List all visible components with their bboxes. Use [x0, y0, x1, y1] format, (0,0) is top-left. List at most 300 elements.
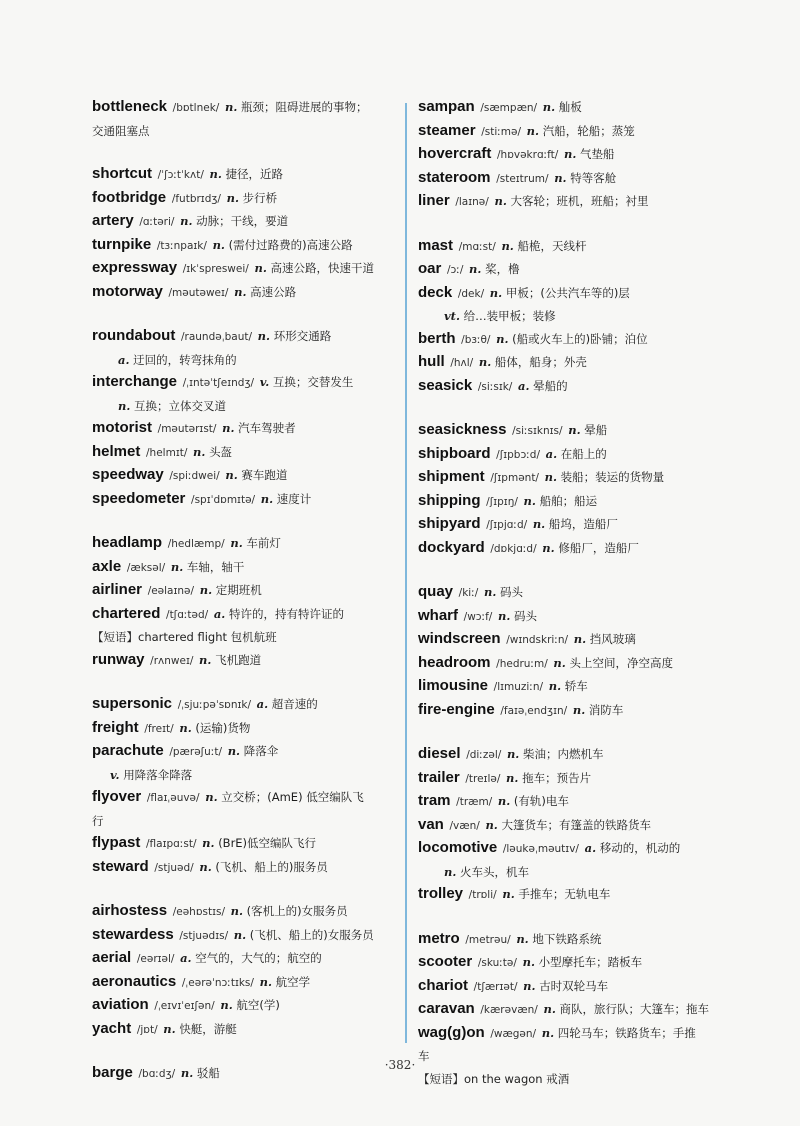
definition: 瓶颈；阻碍进展的事物； [241, 100, 368, 114]
definition-continuation [418, 861, 748, 884]
headword: tram [418, 792, 451, 809]
phonetic: /eəlaɪnə/ [147, 585, 195, 597]
phonetic: /hedlæmp/ [167, 538, 225, 550]
part-of-speech: n. [572, 702, 586, 717]
dictionary-entry [418, 743, 748, 767]
definition: 汽车驾驶者 [238, 421, 296, 435]
part-of-speech: n. [212, 237, 225, 252]
part-of-speech: n. [532, 517, 546, 531]
dictionary-entry [92, 441, 398, 465]
part-of-speech: vt. [444, 309, 460, 323]
dictionary-entry [92, 924, 398, 948]
part-of-speech: n. [563, 147, 577, 161]
phonetic: /hʌl/ [450, 357, 474, 369]
headword: axle [92, 557, 122, 575]
phonetic: /spɪˈdɒmɪtə/ [191, 493, 256, 506]
definition: 特等客舱 [570, 170, 617, 185]
headword: van [418, 815, 444, 833]
headword: scooter [418, 953, 473, 970]
part-of-speech: n. [202, 836, 215, 850]
dictionary-entry [418, 951, 748, 975]
headword: aerial [92, 949, 132, 966]
entry-gap [92, 304, 398, 325]
dictionary-entry [418, 120, 748, 144]
phonetic: /ˌsjuːpəˈsɒnɪk/ [177, 699, 252, 711]
part-of-speech: v. [259, 375, 270, 389]
headword: helmet [92, 442, 141, 460]
part-of-speech: n. [496, 331, 509, 346]
headword: wag(g)on [418, 1023, 485, 1041]
phrase-line: 【短语】chartered flight 包机航班 [92, 630, 277, 644]
headword: trolley [418, 885, 464, 902]
headword: barge [92, 1064, 133, 1081]
dictionary-entry [92, 163, 398, 187]
part-of-speech: a. [545, 446, 558, 461]
headword: headlamp [92, 534, 163, 551]
headword: motorway [92, 282, 163, 300]
headword: headroom [418, 653, 491, 671]
definition: 商队，旅行队；大篷车；拖车 [559, 1002, 709, 1016]
headword: airhostess [92, 902, 168, 919]
phonetic: /stjuədɪs/ [179, 929, 229, 942]
part-of-speech: n. [179, 720, 192, 735]
dictionary-entry [92, 464, 398, 488]
headword: freight [92, 718, 139, 736]
definition-continuation [418, 305, 748, 328]
definition: 高速公路，快速干道 [270, 261, 374, 275]
headword: diesel [418, 745, 461, 762]
phonetic: /hedruːm/ [496, 657, 548, 670]
phonetic: /bɜːθ/ [461, 333, 491, 346]
dictionary-entry [418, 928, 748, 952]
part-of-speech: n. [226, 190, 240, 205]
part-of-speech: n. [230, 536, 243, 550]
part-of-speech: a. [518, 378, 530, 393]
dictionary-entry [92, 532, 398, 556]
dictionary-entry [418, 375, 748, 399]
part-of-speech: a. [584, 841, 597, 855]
entry-gap [92, 672, 398, 693]
phonetic: /wɔːf/ [463, 610, 493, 623]
definition: 车前灯 [246, 536, 281, 550]
definition: 互换；交替发生 [272, 375, 354, 389]
dictionary-entry [418, 1022, 748, 1046]
definition: 装船；装运的货物量 [560, 470, 665, 484]
part-of-speech: n. [498, 608, 511, 623]
phonetic: /lɪmuziːn/ [493, 681, 544, 693]
part-of-speech: n. [483, 585, 497, 599]
definition: 航空学 [275, 974, 311, 989]
definition: 超音速的 [271, 697, 318, 711]
headword: dockyard [418, 538, 485, 556]
entry-gap [92, 511, 398, 532]
headword: stateroom [418, 168, 491, 186]
definition: (有轨)电车 [513, 794, 569, 808]
phonetic: /ʃɪpbɔːd/ [496, 448, 540, 461]
dictionary-entry [418, 628, 748, 652]
part-of-speech: n. [573, 632, 587, 646]
headword: motorist [92, 419, 152, 436]
headword: aeronautics [92, 972, 177, 990]
phonetic: /faɪəˌendʒɪn/ [500, 704, 568, 717]
part-of-speech: n. [118, 398, 131, 413]
phonetic: /ʃɪpmənt/ [490, 472, 539, 484]
definition: 修船厂，造船厂 [558, 540, 639, 555]
phonetic: /wægən/ [490, 1027, 537, 1040]
dictionary-entry [92, 1018, 398, 1042]
part-of-speech: n. [199, 859, 212, 874]
part-of-speech: a. [118, 352, 130, 367]
dictionary-entry [92, 649, 398, 673]
part-of-speech: n. [497, 794, 511, 808]
phonetic: /dek/ [457, 287, 485, 300]
definition: 空气的，大气的；航空的 [195, 951, 322, 965]
definition: 行 [92, 813, 104, 828]
definition: 舢板 [558, 100, 582, 114]
phonetic: /ɔː/ [447, 264, 464, 276]
definition: (客机上的)女服务员 [246, 904, 348, 918]
headword: shipboard [418, 444, 491, 462]
dictionary-entry [92, 693, 398, 717]
phonetic: /rʌnweɪ/ [150, 654, 194, 667]
dictionary-entry [92, 96, 398, 120]
definition: 赛车跑道 [241, 468, 288, 482]
definition: 降落伞 [243, 744, 279, 758]
definition: 船桅，天线杆 [517, 238, 587, 253]
definition: (运输)货物 [195, 720, 251, 735]
definition-continuation [92, 810, 398, 833]
phonetic: /stiːmə/ [481, 125, 522, 138]
headword: shipment [418, 468, 485, 485]
definition: (需付过路费的)高速公路 [228, 237, 353, 252]
dictionary-entry [418, 466, 748, 490]
definition: 互换；立体交叉道 [134, 398, 227, 413]
part-of-speech: n. [222, 421, 235, 435]
definition-continuation [92, 395, 398, 418]
dictionary-entry [418, 351, 748, 375]
entry-gap [418, 722, 748, 743]
headword: hull [418, 353, 445, 370]
definition: 晕船的 [533, 378, 568, 393]
part-of-speech: n. [494, 194, 507, 208]
definition: 船坞，造船厂 [548, 517, 618, 531]
dictionary-entry [92, 740, 398, 764]
dictionary-entry [418, 513, 748, 537]
headword: shipyard [418, 515, 481, 532]
phonetic: /siːsɪk/ [477, 380, 513, 393]
dictionary-entry [418, 699, 748, 723]
headword: wharf [418, 606, 459, 624]
dictionary-entry [418, 605, 748, 629]
definition: 小型摩托车；踏板车 [538, 955, 643, 969]
part-of-speech: n. [543, 1002, 556, 1016]
headword: airliner [92, 581, 143, 598]
definition: 船舶；船运 [539, 493, 598, 508]
definition: 车轴，轴干 [186, 559, 245, 574]
headword: chariot [418, 976, 469, 994]
phonetic: /flaɪˌəuvə/ [146, 792, 200, 804]
dictionary-entry [418, 282, 748, 306]
phonetic: /dɒkjɑːd/ [490, 542, 537, 555]
definition: 高速公路 [250, 284, 297, 299]
headword: fire-engine [418, 700, 495, 718]
left-column [92, 96, 398, 1086]
definition-continuation [92, 764, 398, 787]
definition: 大客轮；班机，班船；衬里 [510, 194, 649, 208]
part-of-speech: n. [506, 747, 520, 761]
headword: expressway [92, 259, 178, 276]
phonetic: /ʃɪpɪŋ/ [486, 495, 518, 508]
phonetic: /skuːtə/ [477, 957, 517, 969]
definition: 驳船 [196, 1066, 220, 1080]
dictionary-entry [418, 675, 748, 699]
part-of-speech: n. [522, 955, 535, 969]
definition: 轿车 [564, 679, 588, 693]
part-of-speech: n. [516, 931, 529, 946]
dictionary-entry [418, 328, 748, 352]
definition: 车 [418, 1049, 430, 1063]
dictionary-entry [92, 371, 398, 395]
definition-continuation [92, 349, 398, 372]
headword: hovercraft [418, 145, 492, 162]
part-of-speech: n. [233, 927, 247, 942]
entry-gap [418, 214, 748, 235]
phonetic: /trɒli/ [468, 889, 497, 901]
dictionary-entry [418, 235, 748, 259]
phonetic: /ˌeɪvɪˈeɪʃən/ [154, 1000, 215, 1012]
phonetic: /sæmpæn/ [480, 102, 538, 114]
phonetic: /spiːdwei/ [169, 470, 220, 482]
dictionary-entry [418, 143, 748, 167]
definition: 气垫船 [580, 147, 615, 161]
definition: (船或火车上的)卧铺；泊位 [512, 331, 648, 346]
part-of-speech: n. [501, 238, 514, 253]
dictionary-entry [92, 488, 398, 512]
dictionary-entry [418, 419, 748, 443]
phonetic: /treɪlə/ [465, 772, 501, 785]
headword: runway [92, 650, 145, 668]
phonetic: /freɪt/ [144, 722, 174, 735]
dictionary-entry [418, 652, 748, 676]
part-of-speech: n. [193, 444, 206, 459]
phonetic: /ɑːtəri/ [139, 216, 175, 228]
dictionary-entry [92, 994, 398, 1018]
dictionary-entry [92, 832, 398, 856]
phonetic: /wɪndskriːn/ [506, 634, 569, 646]
part-of-speech: n. [220, 998, 233, 1012]
headword: flypast [92, 834, 141, 851]
phonetic: /flaɪpɑːst/ [146, 838, 197, 850]
phonetic: /ˌeərəˈnɔːtɪks/ [181, 976, 254, 989]
dictionary-entry [92, 971, 398, 995]
definition: 步行桥 [242, 190, 278, 205]
phonetic: /ɪkˈspreswei/ [182, 263, 249, 275]
phonetic: /məutəweɪ/ [168, 286, 229, 299]
phonetic: /laɪnə/ [455, 196, 489, 208]
dictionary-entry [418, 837, 748, 861]
definition: 捷径，近路 [225, 167, 284, 181]
dictionary-entry [418, 581, 748, 605]
phonetic: /ˌɪntəˈtʃeɪndʒ/ [182, 377, 255, 389]
definition: (飞机、船上的)服务员 [215, 859, 328, 874]
definition: 特许的，持有特许证的 [228, 606, 344, 621]
phonetic: /bɑːdʒ/ [138, 1068, 176, 1080]
definition: 拖车；预告片 [522, 770, 592, 785]
phonetic: /steɪtrum/ [496, 172, 549, 185]
headword: caravan [418, 1000, 475, 1017]
phonetic: /siːsɪknɪs/ [512, 425, 563, 437]
phonetic: /ʃɪpjɑːd/ [486, 519, 528, 531]
part-of-speech: v. [110, 767, 120, 782]
headword: stewardess [92, 925, 174, 943]
dictionary-entry [92, 234, 398, 258]
phonetic: /diːzəl/ [466, 749, 502, 761]
part-of-speech: n. [553, 655, 566, 670]
definition: 消防车 [588, 702, 624, 717]
part-of-speech: n. [523, 493, 536, 508]
part-of-speech: n. [230, 904, 244, 918]
headword: quay [418, 583, 454, 600]
part-of-speech: n. [542, 540, 555, 555]
definition: 用降落伞降落 [123, 767, 193, 782]
entry-gap [418, 907, 748, 928]
phonetic: /æksəl/ [126, 561, 166, 574]
definition: 定期班机 [215, 583, 262, 597]
headword: parachute [92, 742, 164, 759]
headword: shipping [418, 491, 481, 509]
right-column [418, 96, 748, 1090]
phonetic: /kiː/ [458, 587, 479, 599]
part-of-speech: n. [205, 790, 218, 804]
part-of-speech: n. [506, 770, 519, 785]
part-of-speech: n. [485, 817, 498, 832]
headword: windscreen [418, 630, 501, 647]
definition: 头盔 [209, 444, 233, 459]
part-of-speech: n. [541, 1025, 555, 1040]
phonetic: /ˈʃɔːtˈkʌt/ [157, 169, 204, 181]
headword: artery [92, 212, 134, 229]
phonetic: /jɒt/ [136, 1023, 158, 1036]
definition: 速度计 [276, 491, 312, 506]
headword: shortcut [92, 165, 152, 182]
entry-gap [418, 560, 748, 581]
dictionary-entry [92, 417, 398, 441]
definition: 迂回的，转弯抹角的 [133, 352, 237, 367]
definition: 挡风玻璃 [589, 632, 636, 646]
headword: liner [418, 192, 450, 209]
dictionary-entry [418, 767, 748, 791]
part-of-speech: n. [209, 167, 222, 181]
part-of-speech: n. [234, 284, 247, 299]
definition: 移动的，机动的 [599, 841, 681, 855]
dictionary-entry [92, 210, 398, 234]
part-of-speech: n. [526, 123, 540, 138]
definition: 码头 [499, 585, 523, 599]
entry-gap [92, 142, 398, 163]
part-of-speech: n. [180, 214, 193, 228]
definition: 甲板；(公共汽车等的)层 [505, 285, 630, 300]
dictionary-entry [92, 947, 398, 971]
part-of-speech: a. [213, 606, 226, 621]
page-number: ·382· [384, 1058, 416, 1072]
phonetic: /metrəu/ [465, 933, 511, 946]
definition: 航空(学) [236, 998, 280, 1012]
headword: trailer [418, 768, 460, 786]
definition: 火车头，机车 [460, 864, 530, 879]
part-of-speech: n. [478, 355, 492, 369]
definition: (飞机、船上的)女服务员 [249, 927, 374, 942]
definition: 船体，船身；外壳 [494, 355, 587, 369]
headword: seasick [418, 376, 473, 394]
part-of-speech: n. [170, 559, 184, 574]
definition: (BrE)低空编队飞行 [218, 836, 317, 850]
definition: 大篷货车；有篷盖的铁路货车 [501, 817, 651, 832]
phonetic: /futbrɪdʒ/ [171, 192, 221, 205]
dictionary-entry [418, 258, 748, 282]
dictionary-entry [92, 603, 398, 627]
definition: 码头 [514, 608, 538, 623]
phonetic: /tɜːnpaɪk/ [156, 239, 207, 252]
part-of-speech: n. [548, 679, 562, 693]
headword: supersonic [92, 695, 173, 712]
part-of-speech: n. [554, 170, 567, 185]
dictionary-entry [418, 490, 748, 514]
definition: 飞机跑道 [215, 652, 262, 667]
headword: locomotive [418, 839, 498, 856]
dictionary-entry [418, 790, 748, 814]
definition: 动脉；干线，要道 [196, 214, 289, 228]
part-of-speech: n. [199, 583, 213, 597]
headword: interchange [92, 373, 178, 390]
headword: speedway [92, 466, 164, 483]
dictionary-entry [418, 190, 748, 214]
phonetic: /məutərɪst/ [157, 423, 217, 435]
part-of-speech: n. [469, 262, 482, 276]
headword: roundabout [92, 327, 176, 344]
phonetic: /pærəʃuːt/ [169, 746, 223, 758]
dictionary-entry [92, 717, 398, 741]
phonetic: /raundəˌbaut/ [180, 331, 253, 343]
definition: 柴油；内燃机车 [522, 747, 604, 761]
column-divider [405, 103, 407, 1043]
phonetic: /bɒtlnek/ [172, 102, 220, 114]
part-of-speech: n. [260, 491, 274, 506]
part-of-speech: a. [180, 951, 192, 965]
part-of-speech: n. [544, 470, 558, 484]
part-of-speech: n. [259, 974, 272, 989]
definition: 手推车；无轨电车 [518, 887, 611, 901]
part-of-speech: n. [568, 423, 581, 437]
phonetic: /hɒvəkrɑːft/ [497, 149, 559, 161]
dictionary-entry [418, 167, 748, 191]
definition: 立交桥；(AmE) 低空编队飞 [221, 790, 364, 804]
phonetic: /helmɪt/ [146, 446, 188, 459]
definition: 头上空间，净空高度 [569, 655, 673, 670]
headword: steamer [418, 121, 476, 139]
dictionary-entry [92, 325, 398, 349]
part-of-speech: n. [444, 864, 457, 879]
dictionary-entry [418, 883, 748, 907]
dictionary-entry [92, 281, 398, 305]
phonetic: /ləukəˌməutɪv/ [502, 843, 579, 855]
headword: speedometer [92, 489, 186, 507]
part-of-speech: n. [227, 744, 241, 758]
headword: metro [418, 929, 460, 947]
part-of-speech: n. [254, 261, 267, 275]
definition: 四轮马车；铁路货车；手推 [557, 1025, 696, 1040]
headword: deck [418, 283, 453, 301]
phonetic: /træm/ [456, 796, 493, 808]
